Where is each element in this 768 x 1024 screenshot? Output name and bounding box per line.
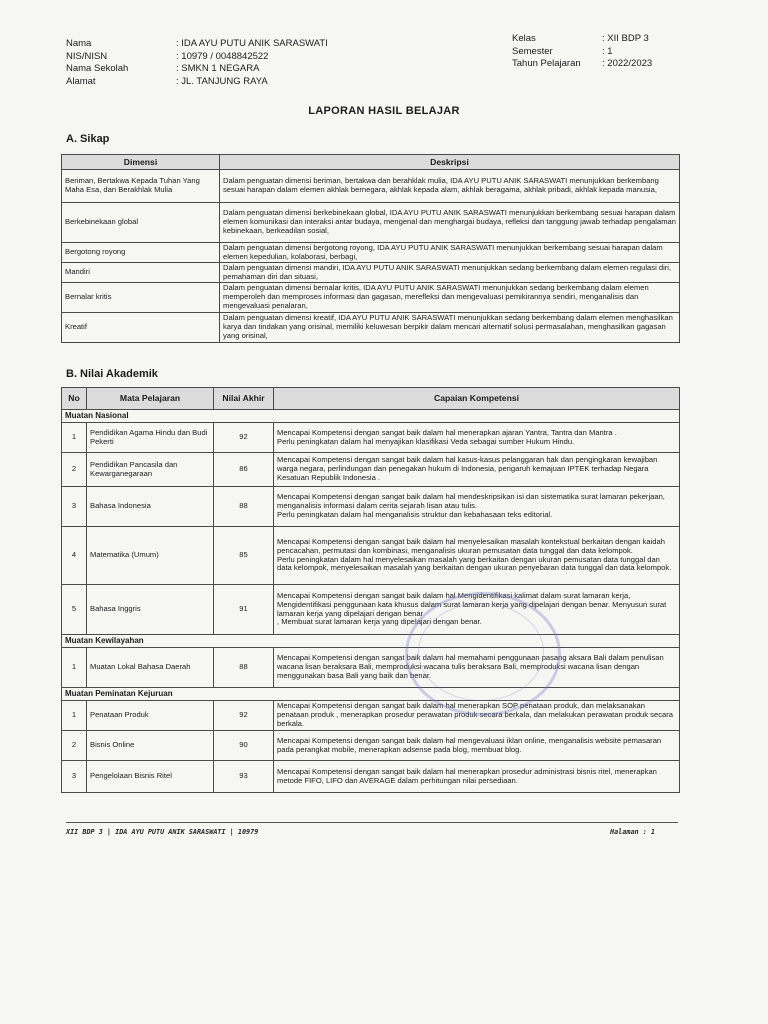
group-label: Muatan Kewilayahan <box>62 635 680 648</box>
deskripsi-cell: Dalam penguatan dimensi mandiri, IDA AYU PUTU ANIK SARASWATI menunjukkan sedang berkembang dalam elemen regulasi diri, pemahaman diri dan situasi, <box>220 263 680 283</box>
footer-page: Halaman : 1 <box>610 828 656 836</box>
class-value: XII BDP 3 <box>607 33 649 44</box>
table-row <box>62 731 680 761</box>
school-label: Nama Sekolah <box>66 63 129 74</box>
group-row <box>62 688 680 701</box>
student-name-row <box>66 38 396 51</box>
table-row <box>62 453 680 487</box>
capaian-cell: Mencapai Kompetensi dengan sangat baik dalam hal menerapkan prosedur administrasi bisnis ritel, menerapkan metode FIFO, LIFO dan AVERAGE dalam perhitungan nilai persediaan. <box>274 761 680 793</box>
nis-value: 10979 / 0048842522 <box>181 50 269 62</box>
class-row <box>512 33 712 46</box>
dimensi-cell: Berkebinekaan global <box>62 203 220 243</box>
colon: : <box>176 63 182 74</box>
akademik-table <box>61 387 680 793</box>
table-row <box>62 243 680 263</box>
table-row <box>62 761 680 793</box>
school-value: SMKN 1 NEGARA <box>181 63 260 74</box>
mapel-cell: Pendidikan Agama Hindu dan Budi Pekerti <box>87 423 214 453</box>
sikap-header-row <box>62 155 680 170</box>
col-capaian: Capaian Kompetensi <box>274 388 680 410</box>
nilai-cell: 86 <box>214 453 274 487</box>
year-label: Tahun Pelajaran <box>512 58 581 69</box>
footer-divider <box>66 822 678 823</box>
mapel-cell: Bisnis Online <box>87 731 214 761</box>
mapel-cell: Matematika (Umum) <box>87 527 214 585</box>
dimensi-cell: Beriman, Bertakwa Kepada Tuhan Yang Maha Esa, dan Berakhlak Mulia <box>62 170 220 203</box>
student-info-right <box>512 33 712 71</box>
capaian-cell: Mencapai Kompetensi dengan sangat baik dalam hal mendeskripsikan isi dan sistematika surat lamaran pekerjaan, menganalisis informasi dalam cerita sejarah lisan atau tulis. Perlu peningkatan dalam hal menganalisis struktur dan kebahasaan teks editorial. <box>274 487 680 527</box>
capaian-cell: Mencapai Kompetensi dengan sangat baik dalam hal menerapkan ajaran Yantra, Tantra dan Mantra . Perlu peningkatan dalam hal menyajikan klasifikasi Veda sebagai sumber Hukum Hindu. <box>274 423 680 453</box>
mapel-cell: Pengelolaan Bisnis Ritel <box>87 761 214 793</box>
deskripsi-cell: Dalam penguatan dimensi berkebinekaan global, IDA AYU PUTU ANIK SARASWATI menunjukkan berkembang sesuai harapan dalam elemen komunikasi dan interaksi antar budaya, mengenal dan menghargai budaya, refleksi dan tanggung jawab terhadap pengalaman kebinekaan, berkeadilan sosial, <box>220 203 680 243</box>
nis-label: NIS/NISN <box>66 50 108 62</box>
capaian-cell: Mencapai Kompetensi dengan sangat baik dalam hal menyelesaikan masalah kontekstual berkaitan dengan kaidah pencacahan, permutasi dan kombinasi, menganalisis ukuran pemusatan data tunggal dan data kelompok. Perlu peningkatan dalam hal menyelesaikan masalah yang berkaitan dengan ukuran pemusatan data tunggal dan data kelompok, menyelesaikan masalah yang berkaitan dengan ukuran penyebaran data tunggal dan data kelompok. <box>274 527 680 585</box>
mapel-cell: Penataan Produk <box>87 701 214 731</box>
student-info-left <box>66 38 396 88</box>
table-row <box>62 701 680 731</box>
group-row <box>62 635 680 648</box>
dimensi-cell: Mandiri <box>62 263 220 283</box>
table-row <box>62 585 680 635</box>
table-row <box>62 263 680 283</box>
year-row <box>512 58 712 71</box>
no-cell: 1 <box>62 648 87 688</box>
name-value: IDA AYU PUTU ANIK SARASWATI <box>181 38 328 49</box>
group-row <box>62 410 680 423</box>
no-cell: 5 <box>62 585 87 635</box>
table-row <box>62 487 680 527</box>
nilai-cell: 92 <box>214 423 274 453</box>
colon: : <box>176 50 182 62</box>
student-nis-row <box>66 51 396 64</box>
colon: : <box>602 45 608 57</box>
section-akademik-heading: B. Nilai Akademik <box>66 368 158 380</box>
no-cell: 4 <box>62 527 87 585</box>
mapel-cell: Pendidikan Pancasila dan Kewarganegaraan <box>87 453 214 487</box>
group-label: Muatan Nasional <box>62 410 680 423</box>
semester-row <box>512 46 712 59</box>
colon: : <box>602 33 608 44</box>
col-no: No <box>62 388 87 410</box>
dimensi-cell: Kreatif <box>62 313 220 343</box>
nilai-cell: 91 <box>214 585 274 635</box>
semester-label: Semester <box>512 45 553 57</box>
year-value: 2022/2023 <box>607 58 653 69</box>
no-cell: 1 <box>62 423 87 453</box>
nilai-cell: 85 <box>214 527 274 585</box>
footer-left: XII BDP 3 | IDA AYU PUTU ANIK SARASWATI | 10979 <box>66 828 259 836</box>
student-address-row <box>66 76 396 89</box>
table-row <box>62 170 680 203</box>
no-cell: 3 <box>62 761 87 793</box>
group-label: Muatan Peminatan Kejuruan <box>62 688 680 701</box>
deskripsi-cell: Dalam penguatan dimensi kreatif, IDA AYU PUTU ANIK SARASWATI menunjukkan sedang berkembang dalam elemen menghasilkan karya dan tindakan yang orisinal, memiliki keluwesan berpikir dalam mencari alternatif solusi permasalahan, menghasilkan gagasan yang orisinal, <box>220 313 680 343</box>
akademik-header-row <box>62 388 680 410</box>
table-row <box>62 423 680 453</box>
nilai-cell: 90 <box>214 731 274 761</box>
col-deskripsi: Deskripsi <box>220 155 680 170</box>
colon: : <box>602 58 608 69</box>
address-value: JL. TANJUNG RAYA <box>181 75 268 87</box>
no-cell: 2 <box>62 731 87 761</box>
nilai-cell: 88 <box>214 487 274 527</box>
sikap-table <box>61 154 680 343</box>
col-mapel: Mata Pelajaran <box>87 388 214 410</box>
mapel-cell: Bahasa Inggris <box>87 585 214 635</box>
mapel-cell: Muatan Lokal Bahasa Daerah <box>87 648 214 688</box>
nilai-cell: 88 <box>214 648 274 688</box>
capaian-cell: Mencapai Kompetensi dengan sangat baik dalam hal memahami penggunaan pasang aksara Bali dalam penulisan wacana lisan beraksara Bali, memproduksi wacana tulis beraksara Bali, memproduksi wacana lisan dengan menggunakan basa Bali yang baik dan benar. <box>274 648 680 688</box>
deskripsi-cell: Dalam penguatan dimensi beriman, bertakwa dan berahklak mulia, IDA AYU PUTU ANIK SARASWATI menunjukkan berkembang sesuai harapan dalam elemen akhlak bernegara, akhlak kepada alam, akhlak beragama, akhlak pribadi, akhlak kepada manusia, <box>220 170 680 203</box>
nilai-cell: 92 <box>214 701 274 731</box>
address-label: Alamat <box>66 75 96 87</box>
col-nilai: Nilai Akhir <box>214 388 274 410</box>
dimensi-cell: Bernalar kritis <box>62 283 220 313</box>
capaian-cell: Mencapai Kompetensi dengan sangat baik dalam hal mengevaluasi iklan online, menganalisis website pemasaran pada perangkat mobile, menerapkan adsense pada blog, membuat blog. <box>274 731 680 761</box>
no-cell: 1 <box>62 701 87 731</box>
nilai-cell: 93 <box>214 761 274 793</box>
table-row <box>62 313 680 343</box>
table-row <box>62 203 680 243</box>
table-row <box>62 527 680 585</box>
deskripsi-cell: Dalam penguatan dimensi bernalar kritis, IDA AYU PUTU ANIK SARASWATI menunjukkan sedang berkembang dalam elemen memperoleh dan memproses informasi dan gagasan, merefleksi dan mengevaluasi pemikirannya sendiri, menganalisis dan mengevaluasi penalaran, <box>220 283 680 313</box>
capaian-cell: Mencapai Kompetensi dengan sangat baik dalam hal kasus-kasus pelanggaran hak dan pengingkaran kewajiban warga negara, perlindungan dan penegakan hukum di Indonesia, pengaruh kemajuan IPTEK terhadap Negara Kesatuan Republik Indonesia . <box>274 453 680 487</box>
capaian-cell: Mencapai Kompetensi dengan sangat baik dalam hal Mengidentifikasi kalimat dalam surat lamaran kerja, Mengidentifikasi penggunaan kata khusus dalam surat lamaran kerja yang dipelajari dengan benar. Menyusun surat lamaran kerja yang dipelajari dengan benar , Membuat surat lamaran kerja yang dipelajari dengan benar. <box>274 585 680 635</box>
col-dimensi: Dimensi <box>62 155 220 170</box>
no-cell: 3 <box>62 487 87 527</box>
class-label: Kelas <box>512 33 536 44</box>
no-cell: 2 <box>62 453 87 487</box>
table-row <box>62 648 680 688</box>
semester-value: 1 <box>607 45 613 57</box>
mapel-cell: Bahasa Indonesia <box>87 487 214 527</box>
name-label: Nama <box>66 38 92 49</box>
report-title: LAPORAN HASIL BELAJAR <box>308 105 460 117</box>
colon: : <box>176 75 182 87</box>
table-row <box>62 283 680 313</box>
colon: : <box>176 38 182 49</box>
school-stamp-inner <box>418 603 544 701</box>
deskripsi-cell: Dalam penguatan dimensi bergotong royong, IDA AYU PUTU ANIK SARASWATI menunjukkan berkembang sesuai harapan dalam elemen kepedulian, kolaborasi, berbagi, <box>220 243 680 263</box>
section-sikap-heading: A. Sikap <box>66 133 110 145</box>
capaian-cell: Mencapai Kompetensi dengan sangat baik dalam hal menerapkan SOP penataan produk, dan melaksanakan penataan produk , menerapkan prosedur perawatan produk secara berkala, dan melakukan perawatan produk secara berkala. <box>274 701 680 731</box>
dimensi-cell: Bergotong royong <box>62 243 220 263</box>
student-school-row <box>66 63 396 76</box>
